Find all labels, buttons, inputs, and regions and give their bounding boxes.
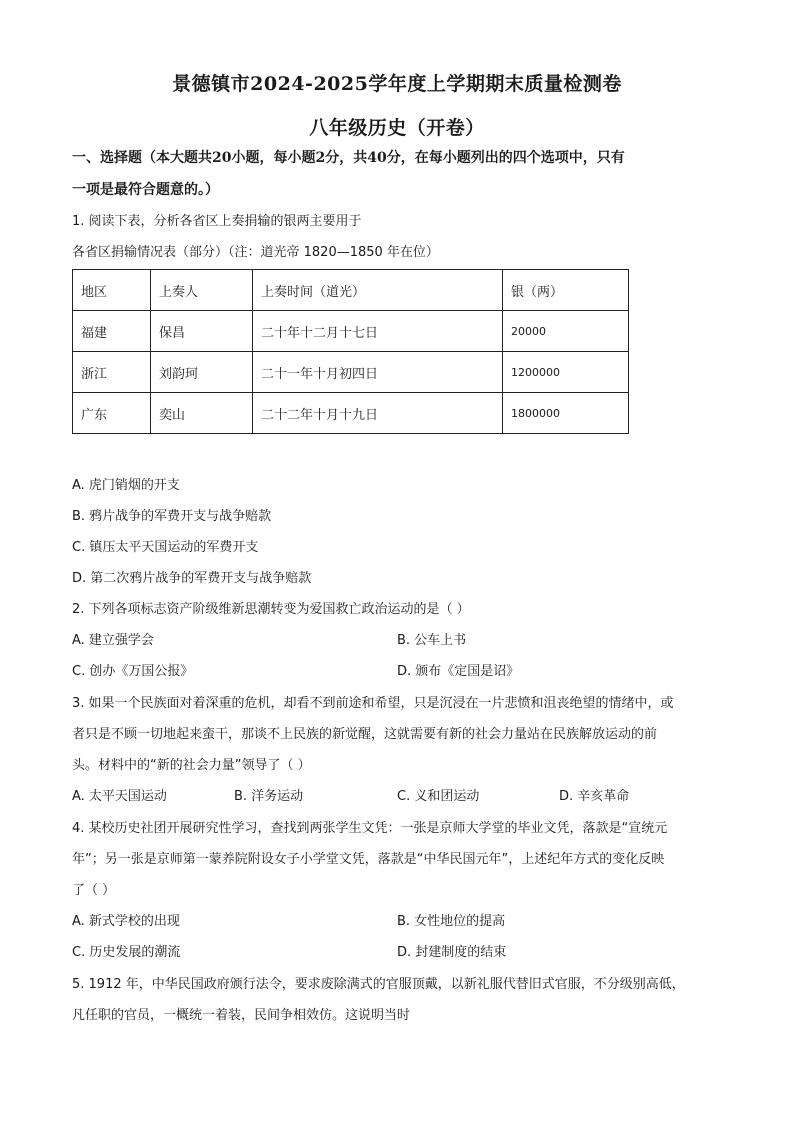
table-cell: 20000 bbox=[503, 311, 629, 352]
q3-option-a: A. 太平天国运动 bbox=[72, 789, 167, 804]
q4-option-b: B. 女性地位的提高 bbox=[397, 914, 506, 929]
q1-option-a: A. 虎门销烟的开支 bbox=[72, 478, 180, 493]
q3-option-b: B. 洋务运动 bbox=[234, 789, 304, 804]
q1-option-d: D. 第二次鸦片战争的军费开支与战争赔款 bbox=[72, 571, 312, 586]
table-cell: 二十年十二月十七日 bbox=[253, 311, 503, 352]
table-cell: 二十一年十月初四日 bbox=[253, 352, 503, 393]
table-cell: 1200000 bbox=[503, 352, 629, 393]
table-header-cell: 银（两） bbox=[503, 270, 629, 311]
q1-option-b: B. 鸦片战争的军费开支与战争赔款 bbox=[72, 509, 272, 524]
q4-option-d: D. 封建制度的结束 bbox=[397, 945, 507, 960]
q4-stem-line2: 年”；另一张是京师第一蒙养院附设女子小学堂文凭，落款是“中华民国元年”，上述纪年方式的变化反映 bbox=[72, 852, 665, 867]
q3-stem-line1: 3. 如果一个民族面对着深重的危机，却看不到前途和希望，只是沉浸在一片悲愤和沮丧绝望的情绪中，或 bbox=[72, 696, 674, 711]
table-header-cell: 上奏人 bbox=[151, 270, 253, 311]
q4-option-a: A. 新式学校的出现 bbox=[72, 914, 180, 929]
table-cell: 1800000 bbox=[503, 393, 629, 434]
q2-option-a: A. 建立强学会 bbox=[72, 633, 154, 648]
q3-stem-line3: 头。材料中的“新的社会力量”领导了（ ） bbox=[72, 758, 311, 773]
q2-stem: 2. 下列各项标志资产阶级维新思潮转变为爱国救亡政治运动的是（ ） bbox=[72, 602, 470, 617]
table-cell: 二十二年十月十九日 bbox=[253, 393, 503, 434]
q3-stem-line2: 者只是不顾一切地起来蛮干，那谈不上民族的新觉醒，这就需要有新的社会力量站在民族解放运动的前 bbox=[72, 727, 658, 742]
table-cell: 奕山 bbox=[151, 393, 253, 434]
q2-option-c: C. 创办《万国公报》 bbox=[72, 664, 194, 679]
q5-stem-line1: 5. 1912 年，中华民国政府颁行法令，要求废除满式的官服顶戴，以新礼服代替旧式官服，不分级别高低， bbox=[72, 977, 685, 992]
q1-table-caption: 各省区捐输情况表（部分）（注：道光帝 1820—1850 年在位） bbox=[72, 245, 439, 260]
q3-option-c: C. 义和团运动 bbox=[397, 789, 480, 804]
table-cell: 福建 bbox=[73, 311, 151, 352]
table-row bbox=[73, 352, 629, 393]
q4-option-c: C. 历史发展的潮流 bbox=[72, 945, 181, 960]
table-header-cell: 地区 bbox=[73, 270, 151, 311]
table-cell: 保昌 bbox=[151, 311, 253, 352]
q3-option-d: D. 辛亥革命 bbox=[559, 789, 630, 804]
exam-subtitle: 八年级历史（开卷） bbox=[309, 117, 485, 139]
q4-stem-line1: 4. 某校历史社团开展研究性学习，查找到两张学生文凭：一张是京师大学堂的毕业文凭，落款是“宣统元 bbox=[72, 821, 668, 836]
section-heading-line2: 一项是最符合题意的。） bbox=[72, 182, 219, 198]
q5-stem-line2: 凡任职的官员，一概统一着装，民间争相效仿。这说明当时 bbox=[72, 1008, 411, 1023]
exam-title: 景德镇市2024-2025学年度上学期期末质量检测卷 bbox=[172, 73, 622, 95]
q1-stem: 1. 阅读下表，分析各省区上奏捐输的银两主要用于 bbox=[72, 214, 362, 229]
donation-table bbox=[72, 269, 629, 434]
q2-option-d: D. 颁布《定国是诏》 bbox=[397, 664, 520, 679]
q4-stem-line3: 了（ ） bbox=[72, 883, 116, 898]
table-header-row bbox=[73, 270, 629, 311]
table-row bbox=[73, 311, 629, 352]
section-heading-line1: 一、选择题（本大题共20小题，每小题2分，共40分，在每小题列出的四个选项中，只有 bbox=[72, 150, 625, 166]
table-cell: 刘韵珂 bbox=[151, 352, 253, 393]
q1-option-c: C. 镇压太平天国运动的军费开支 bbox=[72, 540, 259, 555]
q2-option-b: B. 公车上书 bbox=[397, 633, 467, 648]
table-cell: 广东 bbox=[73, 393, 151, 434]
table-row bbox=[73, 393, 629, 434]
table-header-cell: 上奏时间（道光） bbox=[253, 270, 503, 311]
table-cell: 浙江 bbox=[73, 352, 151, 393]
